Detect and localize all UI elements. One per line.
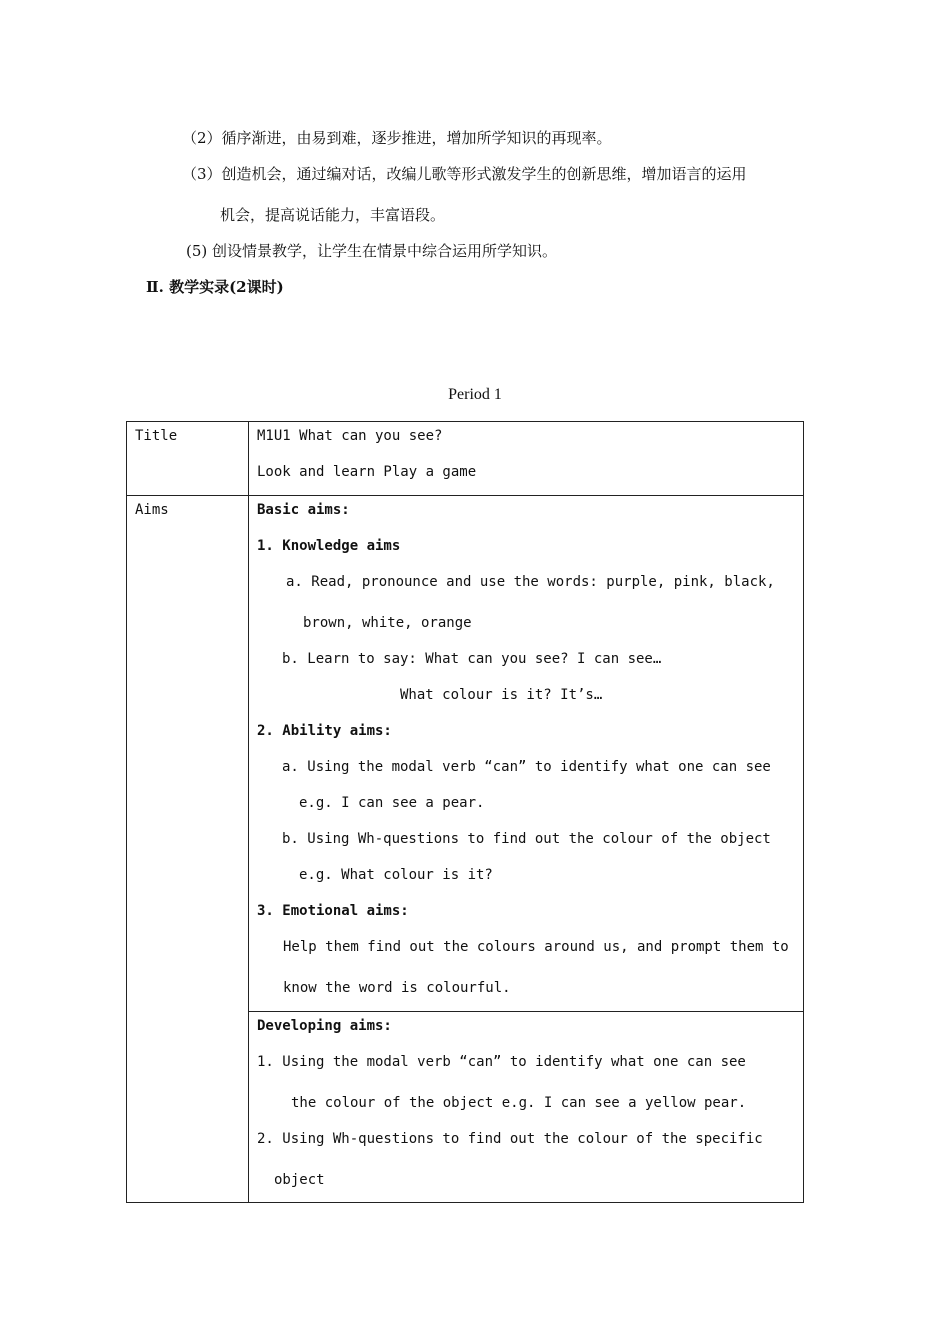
- knowledge-aim-a-line1: a. Read, pronounce and use the words: purple, pink, black,: [286, 574, 775, 590]
- ability-aim-b-line2: e.g. What colour is it?: [299, 867, 493, 883]
- intro-item-5: (5) 创设情景教学，让学生在情景中综合运用所学知识。: [186, 242, 558, 260]
- title-line-1: M1U1 What can you see?: [257, 428, 443, 444]
- knowledge-aim-a-line2: brown, white, orange: [303, 615, 472, 631]
- basic-aims-heading: Basic aims:: [257, 502, 350, 518]
- intro-item-3-line1: （3）创造机会，通过编对话，改编儿歌等形式激发学生的创新思维，增加语言的运用: [182, 165, 747, 183]
- title-content-cell: [249, 422, 804, 496]
- developing-aims-cell: [249, 1012, 804, 1203]
- emotional-aim-line1: Help them find out the colours around us, and prompt them to: [283, 939, 789, 955]
- table-row-aims: [127, 496, 804, 1012]
- title-label: Title: [135, 428, 178, 444]
- knowledge-aim-b-line1: b. Learn to say: What can you see? I can see…: [282, 651, 662, 667]
- intro-item-3-line2: 机会，提高说话能力，丰富语段。: [220, 206, 446, 224]
- ability-aims-heading: 2. Ability aims:: [257, 723, 392, 739]
- knowledge-aims-heading: 1. Knowledge aims: [257, 538, 401, 554]
- ability-aim-b-line1: b. Using Wh-questions to find out the colour of the object: [282, 831, 771, 847]
- developing-aim-1-line1: 1. Using the modal verb “can” to identify what one can see: [257, 1054, 746, 1070]
- developing-aim-2-line2: object: [274, 1172, 325, 1188]
- emotional-aim-line2: know the word is colourful.: [283, 980, 511, 996]
- ability-aim-a-line2: e.g. I can see a pear.: [299, 795, 485, 811]
- lesson-plan-table: [126, 421, 804, 1203]
- knowledge-aim-b-line2: What colour is it? It’s…: [400, 687, 603, 703]
- title-line-2: Look and learn Play a game: [257, 464, 477, 480]
- developing-aim-2-line1: 2. Using Wh-questions to find out the colour of the specific: [257, 1131, 763, 1147]
- aims-label-cell: [127, 496, 249, 1203]
- developing-aims-heading: Developing aims:: [257, 1018, 392, 1034]
- aims-label: Aims: [135, 502, 169, 518]
- emotional-aims-heading: 3. Emotional aims:: [257, 903, 409, 919]
- table-row-title: [127, 422, 804, 496]
- developing-aim-1-line2: the colour of the object e.g. I can see a yellow pear.: [291, 1095, 747, 1111]
- period-title: Period 1: [448, 386, 502, 403]
- intro-item-2: （2）循序渐进，由易到难，逐步推进，增加所学知识的再现率。: [182, 129, 612, 147]
- ability-aim-a-line1: a. Using the modal verb “can” to identify what one can see: [282, 759, 771, 775]
- title-label-cell: [127, 422, 249, 496]
- basic-aims-cell: [249, 496, 804, 1012]
- section-heading: Ⅱ. 教学实录(2课时): [146, 278, 284, 296]
